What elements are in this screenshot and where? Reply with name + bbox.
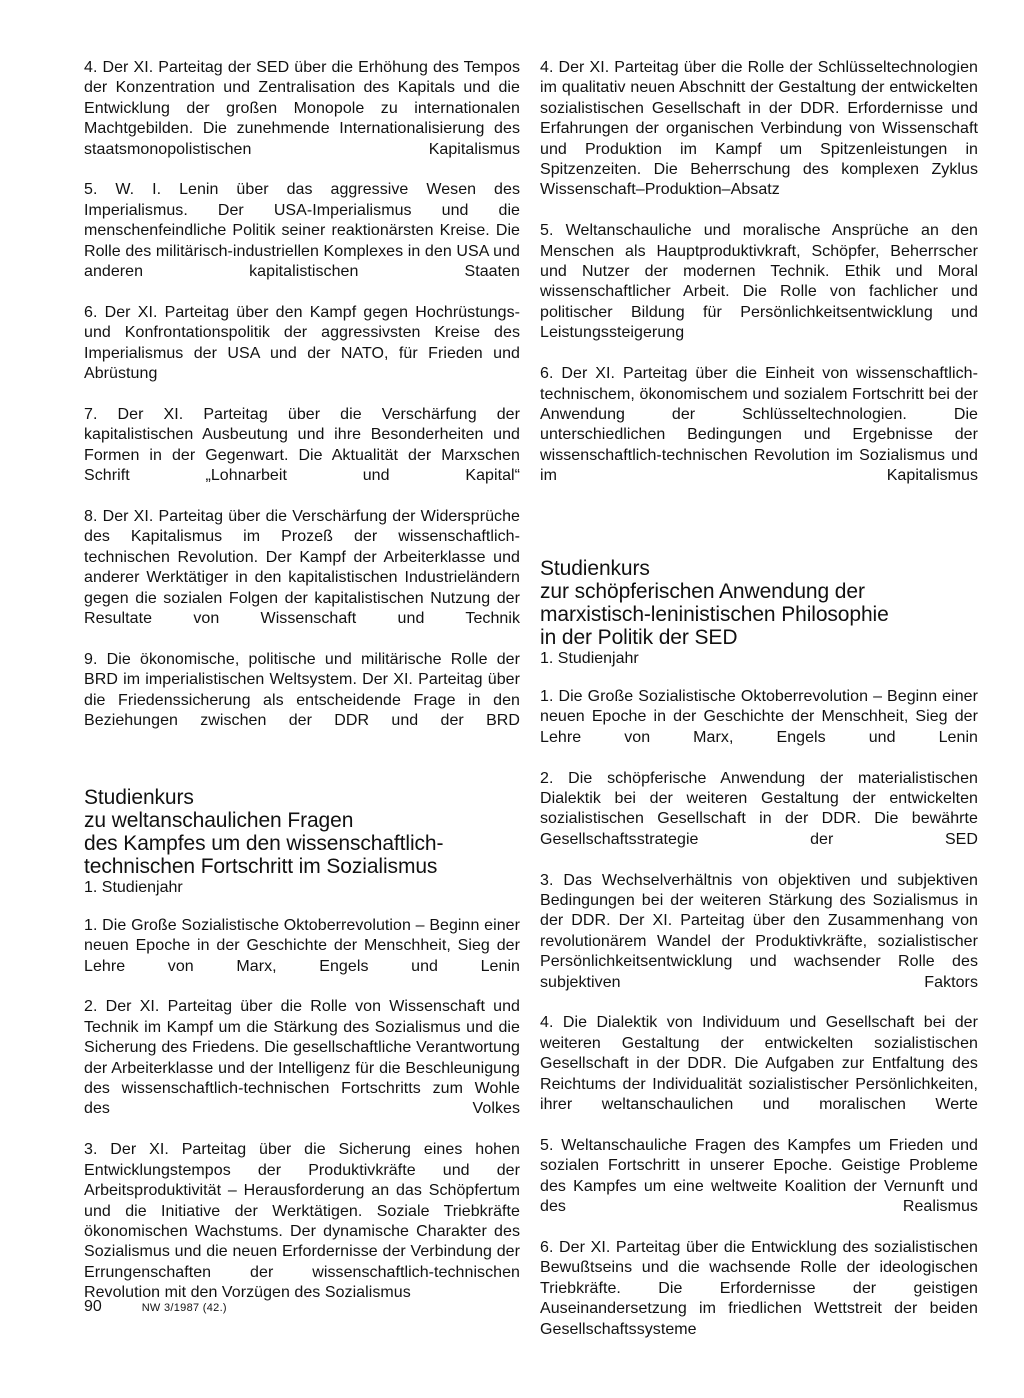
list-item: 2. Die schöpferische Anwendung der materialistischen Dialektik bei der weiteren Gestaltung der entwickelten sozialistischen Gesellschaft in der DDR. Die bewährte Gesellschaftsstrategie der SED	[540, 769, 978, 848]
left-column	[84, 58, 520, 1304]
page-footer	[84, 1298, 227, 1316]
heading-line: Studienkurs	[84, 785, 194, 809]
list-item: 1. Die Große Sozialistische Oktoberrevolution – Beginn einer neuen Epoche in der Geschichte der Menschheit, Sieg der Lehre von Marx, Engels und Lenin	[84, 916, 520, 975]
page-number: 90	[84, 1298, 102, 1315]
list-item: 4. Die Dialektik von Individuum und Gesellschaft bei der weiteren Gestaltung der entwickelten sozialistischen Gesellschaft in der DDR. Die Aufgaben zur Entfaltung des Reichtums der Individualität sozialistischer Persönlichkeiten, ihrer weltanschaulichen und moralischen Werte	[540, 1014, 978, 1114]
section-heading	[84, 786, 520, 878]
heading-line: zu weltanschaulichen Fragen	[84, 808, 354, 832]
heading-line: zur schöpferischen Anwendung der	[540, 579, 865, 603]
list-item: 9. Die ökonomische, politische und militärische Rolle der BRD im imperialistischen Weltsystem. Der XI. Parteitag über die Friedenssicherung als entscheidende Frage in den Beziehungen zwischen der DDR und der BRD	[84, 650, 520, 729]
list-item: 1. Die Große Sozialistische Oktoberrevolution – Beginn einer neuen Epoche in der Geschichte der Menschheit, Sieg der Lehre von Marx, Engels und Lenin	[540, 687, 978, 746]
list-item: 3. Der XI. Parteitag über die Sicherung eines hohen Entwicklungstempos der Produktivkräfte und der Arbeitsproduktivität – Herausforderung an das Schöpfertum und die Initiative der Werktätigen. Soziale Triebkräfte ökonomischen Wachstums. Der dynamische Charakter des Sozialismus und die neuen Erfordernisse der Verbindung der Errungenschaften der wissenschaftlich-technischen Revolution mit den Vorzügen des Sozialismus	[84, 1141, 520, 1302]
heading-line: technischen Fortschritt im Sozialismus	[84, 854, 438, 878]
right-column	[540, 58, 978, 1340]
list-item: 4. Der XI. Parteitag über die Rolle der Schlüsseltechnologien im qualitativ neuen Abschnitt der Gestaltung der entwickelten sozialistischen Gesellschaft in der DDR. Erfordernisse und Erfahrungen der organischen Verbindung von Wissenschaft und Produktion im Kampf um Spitzenleistungen in Spitzenzeiten. Die Beherrschung des komplexen Zyklus Wissenschaft–Produktion–Absatz	[540, 59, 978, 199]
list-item: 4. Der XI. Parteitag der SED über die Erhöhung des Tempos der Konzentration und Zentralisation des Kapitals und die Entwicklung der großen Monopole zu internationalen Machtgebilden. Die zunehmende Internationalisierung des staatsmonopolistischen Kapitalismus	[84, 59, 520, 158]
heading-line: Studienkurs	[540, 556, 650, 580]
heading-line: marxistisch-leninistischen Philosophie	[540, 602, 889, 626]
list-item: 7. Der XI. Parteitag über die Verschärfung der kapitalistischen Ausbeutung und ihre Besonderheiten und Formen in der Gegenwart. Die Aktualität der Marxschen Schrift „Lohnarbeit und Kapital“	[84, 405, 520, 485]
list-item: 6. Der XI. Parteitag über die Entwicklung des sozialistischen Bewußtseins und die wachsende Rolle der ideologischen Triebkräfte. Die Erfordernisse der geistigen Auseinandersetzung im friedlichen Wettstreit der beiden Gesellschaftssysteme	[540, 1238, 978, 1338]
list-item: 6. Der XI. Parteitag über den Kampf gegen Hochrüstungs- und Konfrontationspolitik der aggressivsten Kreise des Imperialismus der USA und der NATO, für Frieden und Abrüstung	[84, 303, 520, 383]
list-item: 8. Der XI. Parteitag über die Verschärfung der Widersprüche des Kapitalismus im Prozeß der wissenschaftlich-technischen Revolution. Der Kampf der Arbeiterklasse und anderer Werktätiger in den kapitalistischen Industrieländern gegen die sozialen Folgen der kapitalistischen Nutzung der Resultate von Wissenschaft und Technik	[84, 507, 520, 627]
list-item: 5. Weltanschauliche Fragen des Kampfes um Frieden und sozialen Fortschritt in unserer Epoche. Geistige Probleme des Kampfes um eine weltweite Koalition der Vernunft und des Realismus	[540, 1136, 978, 1216]
study-year: 1. Studienjahr	[84, 878, 183, 896]
list-item: 3. Das Wechselverhältnis von objektiven und subjektiven Bedingungen bei der weiteren Stärkung des Sozialismus in der DDR. Der XI. Parteitag über den Zusammenhang von revolutionärem Wandel der Produktivkräfte, sozialistischer Persönlichkeitsentwicklung und wachsender Rolle des subjektiven Faktors	[540, 871, 978, 991]
section-heading	[540, 557, 978, 649]
issue-reference: NW 3/1987 (42.)	[141, 1302, 227, 1314]
list-item: 5. W. I. Lenin über das aggressive Wesen des Imperialismus. Der USA-Imperialismus und die menschenfeindliche Politik seiner reaktionärsten Kreise. Die Rolle des militärisch-industriellen Komplexes in den USA und anderen kapitalistischen Staaten	[84, 181, 520, 281]
list-item: 6. Der XI. Parteitag über die Einheit von wissenschaftlich-technischem, ökonomischem und sozialem Fortschritt bei der Anwendung der Schlüsseltechnologien. Die unterschiedlichen Bedingungen und Ergebnisse der wissenschaftlich-technischen Revolution im Sozialismus und im Kapitalismus	[540, 365, 978, 485]
list-item: 5. Weltanschauliche und moralische Ansprüche an den Menschen als Hauptproduktivkraft, Schöpfer, Beherrscher und Nutzer der modernen Technik. Ethik und Moral wissenschaftlicher Arbeit. Die Rolle von fachlicher und politischer Bildung für Persönlichkeitsentwicklung und Leistungssteigerung	[540, 222, 978, 342]
heading-line: in der Politik der SED	[540, 625, 738, 649]
list-item: 2. Der XI. Parteitag über die Rolle von Wissenschaft und Technik im Kampf um die Stärkung des Sozialismus und die Sicherung des Friedens. Die gesellschaftliche Verantwortung der Arbeiterklasse und der Intelligenz für die Beschleunigung des wissenschaftlich-technischen Fortschritts zum Wohle des Volkes	[84, 998, 520, 1118]
heading-line: des Kampfes um den wissenschaftlich-	[84, 831, 444, 855]
study-year: 1. Studienjahr	[540, 649, 639, 667]
